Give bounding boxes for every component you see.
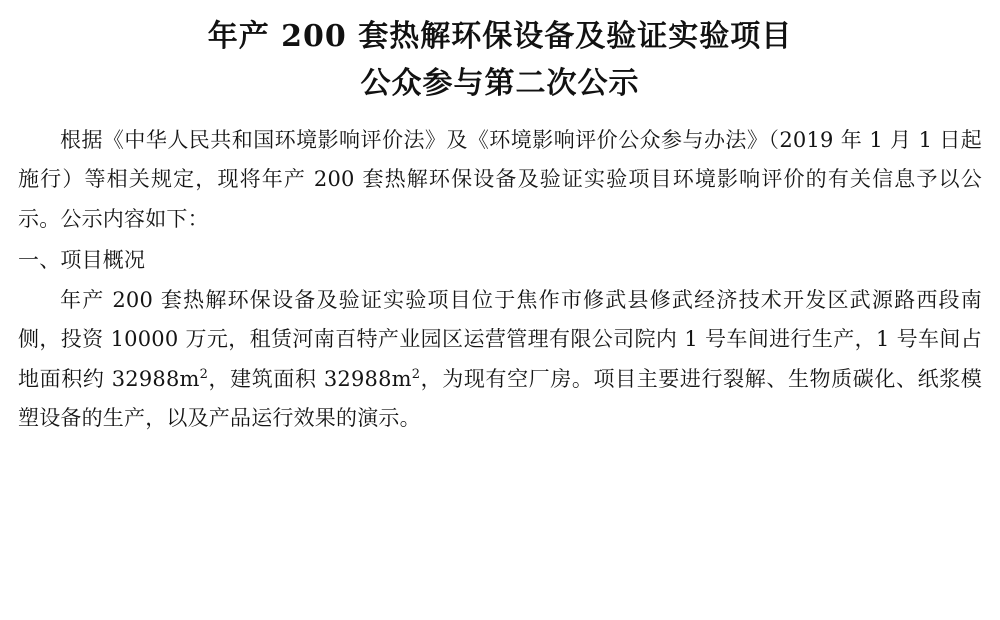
paragraph-intro: 根据《中华人民共和国环境影响评价法》及《环境影响评价公众参与办法》（2019 年 1 月 1 日起施行）等相关规定，现将年产 200 套热解环保设备及验证实验项目环境影响评价的有关信息予以公示。公示内容如下： xyxy=(18,128,982,231)
document-body xyxy=(18,121,982,439)
paragraph-project-overview: 年产 200 套热解环保设备及验证实验项目位于焦作市修武县修武经济技术开发区武源路西段南侧，投资 10000 万元，租赁河南百特产业园区运营管理有限公司院内 1 号车间进行生产，1 号车间占地面积约 $32988m^2$，建筑面积 $32988m^2$，为现有空厂房。项目主要进行裂解、生物质碳化、纸浆模塑设备的生产，以及产品运行效果的演示。 xyxy=(18,287,982,431)
title-line-2: 公众参与第二次公示 xyxy=(360,65,640,101)
title-line-1: 年产 200 套热解环保设备及验证实验项目 xyxy=(207,19,793,54)
section-heading-project-overview: 一、项目概况 xyxy=(18,248,146,273)
document-title xyxy=(18,14,982,107)
